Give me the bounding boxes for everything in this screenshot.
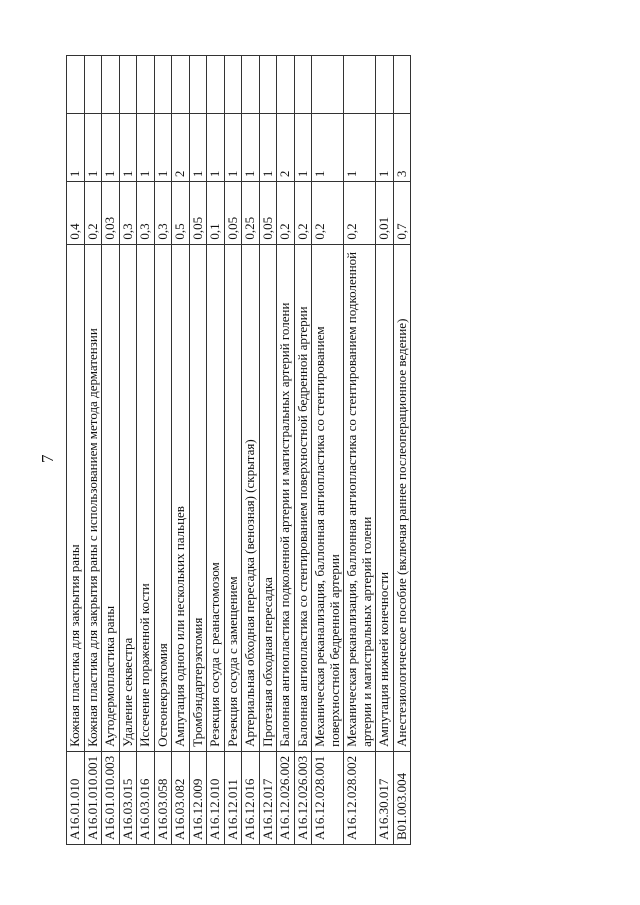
frequency-cell: 0,1 xyxy=(207,182,225,244)
service-name-cell: Удаление секвестра xyxy=(119,244,137,751)
empty-cell xyxy=(172,56,190,114)
multiplicity-cell: 1 xyxy=(137,114,155,182)
frequency-cell: 0,03 xyxy=(102,182,120,244)
empty-cell xyxy=(393,56,411,114)
empty-cell xyxy=(277,56,295,114)
empty-cell xyxy=(312,56,344,114)
empty-cell xyxy=(154,56,172,114)
multiplicity-cell: 1 xyxy=(294,114,312,182)
table-row xyxy=(294,56,312,845)
service-name-cell: Кожная пластика для закрытия раны xyxy=(67,244,85,751)
service-code-cell: A16.12.010 xyxy=(207,751,225,844)
empty-cell xyxy=(224,56,242,114)
service-code-cell: A16.12.017 xyxy=(259,751,277,844)
frequency-cell: 0,5 xyxy=(172,182,190,244)
table-row xyxy=(242,56,260,845)
table-row xyxy=(393,56,411,845)
frequency-cell: 0,05 xyxy=(224,182,242,244)
service-code-cell: A16.12.016 xyxy=(242,751,260,844)
empty-cell xyxy=(242,56,260,114)
multiplicity-cell: 1 xyxy=(376,114,394,182)
service-name-cell: Иссечение пораженной кости xyxy=(137,244,155,751)
service-code-cell: A16.01.010.001 xyxy=(84,751,102,844)
multiplicity-cell: 1 xyxy=(119,114,137,182)
multiplicity-cell: 2 xyxy=(172,114,190,182)
service-code-cell: A16.12.028.001 xyxy=(312,751,344,844)
table-row xyxy=(189,56,207,845)
service-name-cell: Анестезиологическое пособие (включая раннее послеоперационное ведение) xyxy=(393,244,411,751)
multiplicity-cell: 1 xyxy=(102,114,120,182)
table-row xyxy=(207,56,225,845)
service-name-cell: Механическая реканализация, баллонная ангиопластика со стентированием подколенной артерии и магистральных артерий голени xyxy=(344,244,376,751)
service-code-cell: A16.03.058 xyxy=(154,751,172,844)
table-row xyxy=(84,56,102,845)
service-code-cell: A16.12.011 xyxy=(224,751,242,844)
frequency-cell: 0,3 xyxy=(137,182,155,244)
table-row xyxy=(259,56,277,845)
frequency-cell: 0,7 xyxy=(393,182,411,244)
frequency-cell: 0,2 xyxy=(294,182,312,244)
service-name-cell: Механическая реканализация, баллонная ангиопластика со стентированием поверхностной бедренной артерии xyxy=(312,244,344,751)
multiplicity-cell: 1 xyxy=(312,114,344,182)
table-row xyxy=(119,56,137,845)
service-name-cell: Резекция сосуда с замещением xyxy=(224,244,242,751)
frequency-cell: 0,25 xyxy=(242,182,260,244)
table-row xyxy=(67,56,85,845)
table-row xyxy=(154,56,172,845)
service-name-cell: Остеонекрэктомия xyxy=(154,244,172,751)
frequency-cell: 0,4 xyxy=(67,182,85,244)
frequency-cell: 0,2 xyxy=(344,182,376,244)
table-row xyxy=(376,56,394,845)
empty-cell xyxy=(259,56,277,114)
frequency-cell: 0,3 xyxy=(154,182,172,244)
multiplicity-cell: 1 xyxy=(189,114,207,182)
service-name-cell: Резекция сосуда с реанастомозом xyxy=(207,244,225,751)
table-row xyxy=(277,56,295,845)
service-name-cell: Кожная пластика для закрытия раны с использованием метода дерматензии xyxy=(84,244,102,751)
services-table xyxy=(66,55,411,845)
service-code-cell: A16.01.010.003 xyxy=(102,751,120,844)
table-row xyxy=(137,56,155,845)
service-code-cell: A16.03.016 xyxy=(137,751,155,844)
frequency-cell: 0,01 xyxy=(376,182,394,244)
frequency-cell: 0,2 xyxy=(277,182,295,244)
multiplicity-cell: 1 xyxy=(224,114,242,182)
empty-cell xyxy=(67,56,85,114)
service-name-cell: Протезная обходная пересадка xyxy=(259,244,277,751)
empty-cell xyxy=(189,56,207,114)
table-body xyxy=(67,56,411,845)
service-name-cell: Тромбэндартерэктомия xyxy=(189,244,207,751)
table-row xyxy=(312,56,344,845)
service-name-cell: Балонная ангиопластика со стентированием поверхностной бедренной артерии xyxy=(294,244,312,751)
empty-cell xyxy=(207,56,225,114)
service-code-cell: A16.12.009 xyxy=(189,751,207,844)
multiplicity-cell: 1 xyxy=(154,114,172,182)
service-name-cell: Артериальная обходная пересадка (венозная) (скрытая) xyxy=(242,244,260,751)
page-number: 7 xyxy=(38,454,57,463)
frequency-cell: 0,05 xyxy=(189,182,207,244)
frequency-cell: 0,2 xyxy=(312,182,344,244)
multiplicity-cell: 1 xyxy=(242,114,260,182)
multiplicity-cell: 2 xyxy=(277,114,295,182)
frequency-cell: 0,2 xyxy=(84,182,102,244)
service-code-cell: B01.003.004 xyxy=(393,751,411,844)
empty-cell xyxy=(84,56,102,114)
multiplicity-cell: 1 xyxy=(207,114,225,182)
multiplicity-cell: 1 xyxy=(344,114,376,182)
empty-cell xyxy=(102,56,120,114)
multiplicity-cell: 1 xyxy=(84,114,102,182)
frequency-cell: 0,3 xyxy=(119,182,137,244)
service-name-cell: Балонная ангиопластика подколенной артерии и магистральных артерий голени xyxy=(277,244,295,751)
service-code-cell: A16.30.017 xyxy=(376,751,394,844)
service-code-cell: A16.03.015 xyxy=(119,751,137,844)
service-name-cell: Ампутация нижней конечности xyxy=(376,244,394,751)
service-code-cell: A16.12.026.003 xyxy=(294,751,312,844)
service-name-cell: Ампутация одного или нескольких пальцев xyxy=(172,244,190,751)
empty-cell xyxy=(344,56,376,114)
service-code-cell: A16.12.028.002 xyxy=(344,751,376,844)
multiplicity-cell: 3 xyxy=(393,114,411,182)
table-row xyxy=(224,56,242,845)
empty-cell xyxy=(294,56,312,114)
multiplicity-cell: 1 xyxy=(259,114,277,182)
table-row xyxy=(344,56,376,845)
empty-cell xyxy=(119,56,137,114)
empty-cell xyxy=(137,56,155,114)
service-name-cell: Аутодермопластика раны xyxy=(102,244,120,751)
service-code-cell: A16.03.082 xyxy=(172,751,190,844)
multiplicity-cell: 1 xyxy=(67,114,85,182)
service-code-cell: A16.12.026.002 xyxy=(277,751,295,844)
empty-cell xyxy=(376,56,394,114)
table-row xyxy=(172,56,190,845)
service-code-cell: A16.01.010 xyxy=(67,751,85,844)
frequency-cell: 0,05 xyxy=(259,182,277,244)
table-row xyxy=(102,56,120,845)
